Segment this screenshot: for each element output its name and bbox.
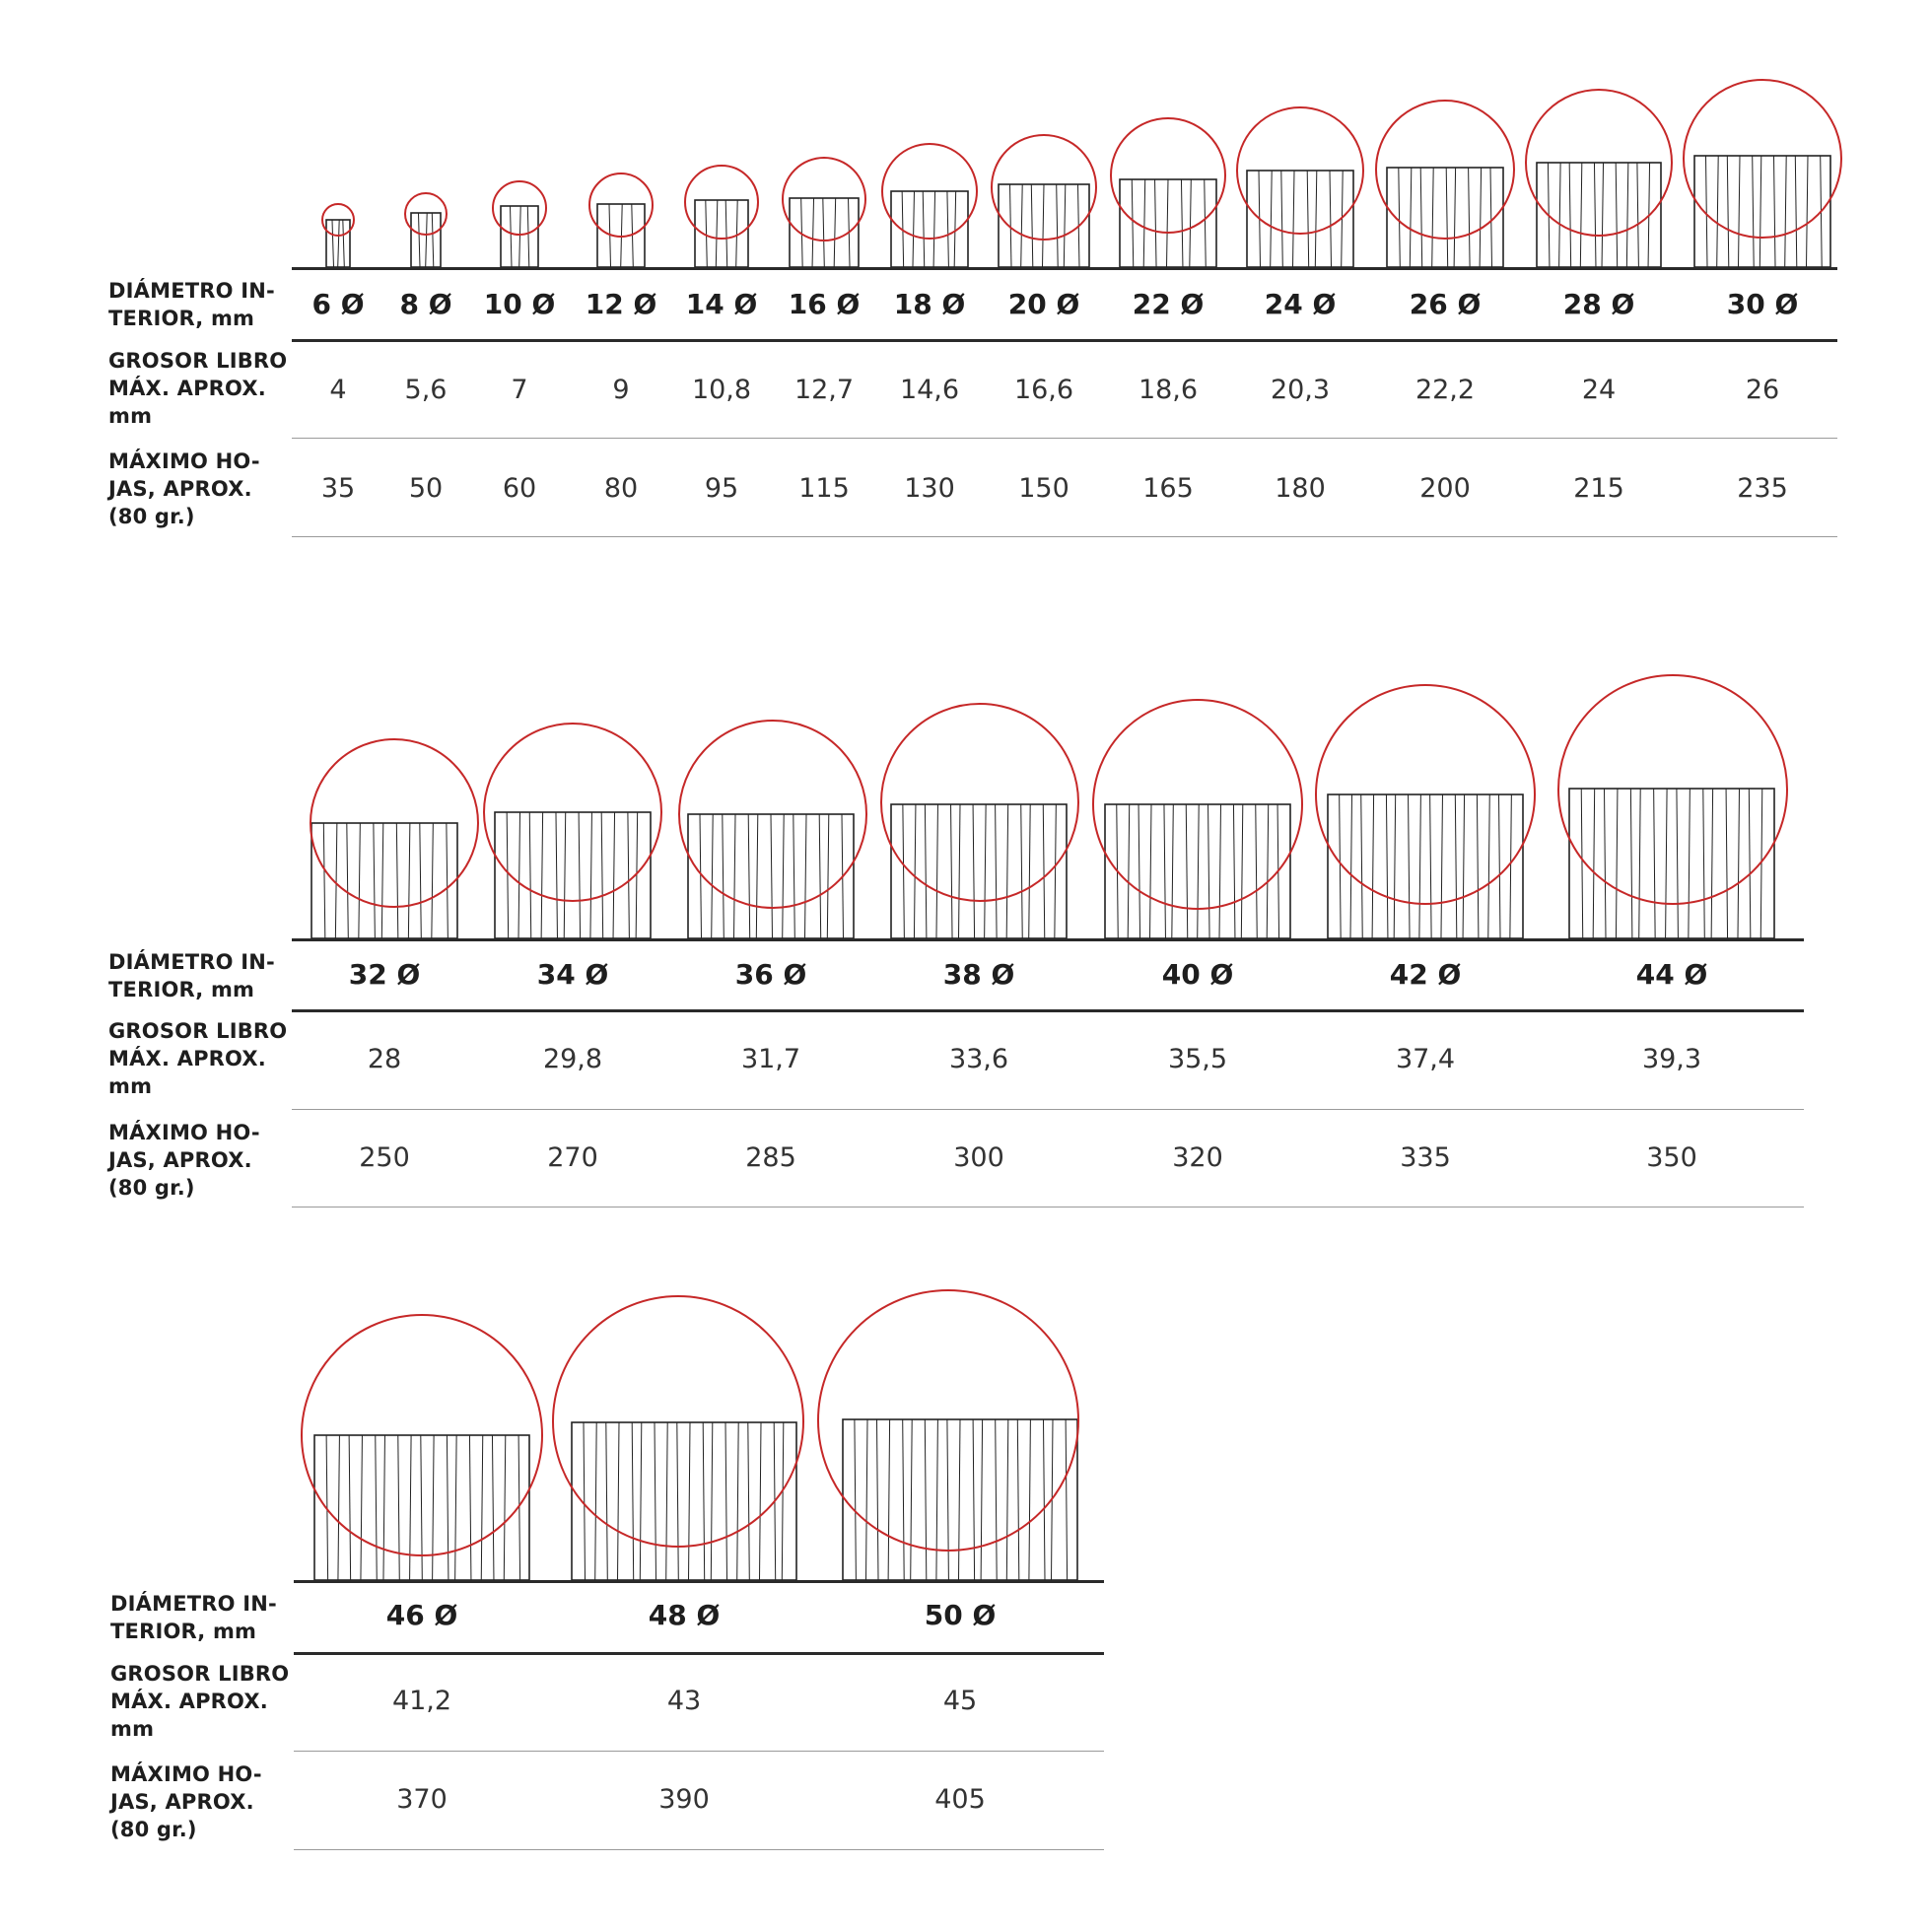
max-sheets-value: 235 xyxy=(1737,473,1788,504)
baseline-rule xyxy=(294,1580,1104,1583)
book-thickness-value: 35,5 xyxy=(1167,1044,1228,1074)
row-rule xyxy=(294,1849,1104,1850)
label-diametro-interior: DIÁMETRO IN- TERIOR, mm xyxy=(108,279,275,330)
diameter-value: 32 Ø xyxy=(348,958,421,991)
diameter-value: 36 Ø xyxy=(734,958,807,991)
diameter-value: 24 Ø xyxy=(1264,288,1337,320)
book-thickness-value: 37,4 xyxy=(1395,1044,1456,1074)
max-sheets-value: 60 xyxy=(502,473,537,504)
book-thickness-value: 43 xyxy=(666,1686,702,1716)
label-diametro-interior: DIÁMETRO IN- TERIOR, mm xyxy=(108,950,275,1001)
diameter-value: 48 Ø xyxy=(648,1599,721,1631)
diameter-value: 18 Ø xyxy=(893,288,966,320)
book-thickness-value: 41,2 xyxy=(391,1686,452,1716)
max-sheets-value: 370 xyxy=(396,1784,448,1815)
book-thickness-value: 22,2 xyxy=(1414,375,1476,405)
max-sheets-value: 270 xyxy=(547,1142,598,1173)
header-rule xyxy=(294,1652,1104,1655)
label-maximo-hojas: MÁXIMO HO- JAS, APROX. (80 gr.) xyxy=(108,449,260,528)
max-sheets-value: 150 xyxy=(1018,473,1070,504)
book-thickness-value: 7 xyxy=(511,375,528,405)
diameter-value: 44 Ø xyxy=(1635,958,1708,991)
diameter-value: 46 Ø xyxy=(385,1599,458,1631)
max-sheets-value: 115 xyxy=(798,473,850,504)
max-sheets-value: 250 xyxy=(359,1142,410,1173)
book-thickness-value: 12,7 xyxy=(794,375,855,405)
label-grosor-libro: GROSOR LIBRO MÁX. APROX. mm xyxy=(108,1019,288,1098)
book-thickness-value: 39,3 xyxy=(1641,1044,1702,1074)
max-sheets-value: 320 xyxy=(1172,1142,1223,1173)
diameter-value: 16 Ø xyxy=(788,288,861,320)
diameter-value: 30 Ø xyxy=(1726,288,1799,320)
book-thickness-value: 45 xyxy=(942,1686,978,1716)
diameter-value: 42 Ø xyxy=(1389,958,1462,991)
diameter-value: 20 Ø xyxy=(1007,288,1080,320)
max-sheets-value: 200 xyxy=(1419,473,1471,504)
max-sheets-value: 50 xyxy=(408,473,444,504)
diameter-value: 28 Ø xyxy=(1562,288,1635,320)
label-grosor-libro: GROSOR LIBRO MÁX. APROX. mm xyxy=(108,349,288,428)
diameter-value: 34 Ø xyxy=(536,958,609,991)
max-sheets-value: 35 xyxy=(320,473,356,504)
ring-book-illustration xyxy=(553,1296,803,1580)
book-thickness-value: 31,7 xyxy=(740,1044,801,1074)
max-sheets-value: 335 xyxy=(1400,1142,1451,1173)
book-thickness-value: 9 xyxy=(612,375,630,405)
diameter-value: 14 Ø xyxy=(685,288,758,320)
max-sheets-value: 300 xyxy=(953,1142,1004,1173)
max-sheets-value: 80 xyxy=(603,473,639,504)
ring-book-illustration xyxy=(302,1315,542,1580)
max-sheets-value: 180 xyxy=(1275,473,1326,504)
book-thickness-value: 33,6 xyxy=(948,1044,1009,1074)
max-sheets-value: 130 xyxy=(904,473,955,504)
book-thickness-value: 29,8 xyxy=(542,1044,603,1074)
book-thickness-value: 10,8 xyxy=(691,375,752,405)
max-sheets-value: 390 xyxy=(658,1784,710,1815)
max-sheets-value: 285 xyxy=(745,1142,796,1173)
diameter-value: 50 Ø xyxy=(924,1599,997,1631)
label-maximo-hojas: MÁXIMO HO- JAS, APROX. (80 gr.) xyxy=(110,1762,262,1841)
max-sheets-value: 165 xyxy=(1142,473,1194,504)
book-thickness-value: 26 xyxy=(1745,375,1780,405)
book-thickness-value: 14,6 xyxy=(899,375,960,405)
book-thickness-value: 28 xyxy=(367,1044,402,1074)
diameter-value: 10 Ø xyxy=(483,288,556,320)
row-rule xyxy=(294,1751,1104,1752)
diameter-value: 22 Ø xyxy=(1132,288,1205,320)
ring-book-illustration xyxy=(818,1290,1078,1580)
label-grosor-libro: GROSOR LIBRO MÁX. APROX. mm xyxy=(110,1662,290,1741)
diameter-value: 8 Ø xyxy=(399,288,452,320)
book-thickness-value: 18,6 xyxy=(1138,375,1199,405)
max-sheets-value: 215 xyxy=(1573,473,1624,504)
book-thickness-value: 16,6 xyxy=(1013,375,1074,405)
diameter-value: 26 Ø xyxy=(1409,288,1482,320)
book-thickness-value: 20,3 xyxy=(1270,375,1331,405)
label-diametro-interior: DIÁMETRO IN- TERIOR, mm xyxy=(110,1592,277,1643)
book-block xyxy=(572,1422,796,1580)
book-thickness-value: 5,6 xyxy=(404,375,448,405)
max-sheets-value: 405 xyxy=(934,1784,986,1815)
diameter-value: 38 Ø xyxy=(942,958,1015,991)
max-sheets-value: 350 xyxy=(1646,1142,1697,1173)
diameter-value: 6 Ø xyxy=(311,288,365,320)
diameter-value: 40 Ø xyxy=(1161,958,1234,991)
diameter-value: 12 Ø xyxy=(585,288,657,320)
label-maximo-hojas: MÁXIMO HO- JAS, APROX. (80 gr.) xyxy=(108,1121,260,1200)
max-sheets-value: 95 xyxy=(704,473,739,504)
book-thickness-value: 24 xyxy=(1581,375,1617,405)
book-thickness-value: 4 xyxy=(329,375,347,405)
